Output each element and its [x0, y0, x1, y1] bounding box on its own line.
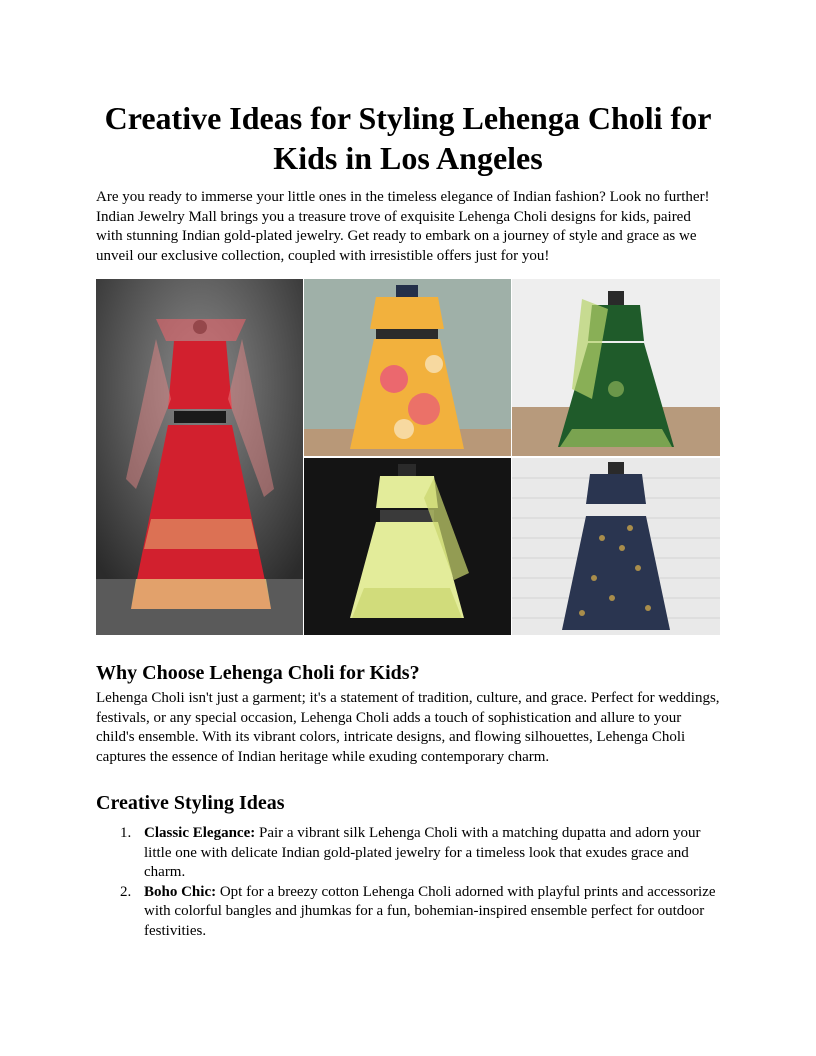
list-number: 1. — [120, 825, 132, 841]
tie-dye-lehenga-photo — [304, 279, 511, 456]
why-paragraph: Lehenga Choli isn't just a garment; it's a statement of tradition, culture, and grace. Perfect for weddings, festivals, or any special occasion, Lehenga Choli adds a touch of sophistication and allure to your child's ensemble. With its vibrant colors, intricate designs, and flowing silhouettes, Lehenga Choli captures the essence of Indian heritage while exuding contemporary charm. — [96, 690, 720, 765]
red-lehenga-photo — [96, 279, 303, 635]
intro-paragraph: Are you ready to immerse your little ones in the timeless elegance of Indian fashion? Look no further! Indian Jewelry Mall brings you a treasure trove of exquisite Lehenga Choli designs for kids, paired with stunning Indian gold-plated jewelry. Get ready to embark on a journey of style and grace as we unveil our exclusive collection, coupled with irresistible offers just for you! — [96, 189, 710, 264]
page-title: Creative Ideas for Styling Lehenga Choli for Kids in Los Angeles — [104, 100, 712, 176]
list-item — [96, 883, 720, 942]
idea-text: Pair a vibrant silk Lehenga Choli with a matching dupatta and adorn your little one with delicate Indian gold-plated jewelry for a timeless look that exudes grace and charm. — [144, 825, 701, 880]
list-number: 2. — [120, 883, 132, 900]
idea-label: Boho Chic: — [144, 883, 217, 900]
lehenga-gallery — [96, 279, 720, 635]
lime-net-lehenga-photo — [304, 458, 511, 635]
creative-heading: Creative Styling Ideas — [96, 792, 285, 814]
list-item — [96, 824, 720, 883]
why-heading: Why Choose Lehenga Choli for Kids? — [96, 662, 420, 684]
idea-text: Opt for a breezy cotton Lehenga Choli adorned with playful prints and accessorize with colorful bangles and jhumkas for a fun, bohemian-inspired ensemble perfect for outdoor festivities. — [144, 883, 716, 939]
idea-label: Classic Elegance: — [144, 825, 256, 841]
navy-brocade-lehenga-photo — [512, 458, 720, 635]
green-lehenga-photo — [512, 279, 720, 456]
styling-ideas-list — [96, 824, 720, 941]
